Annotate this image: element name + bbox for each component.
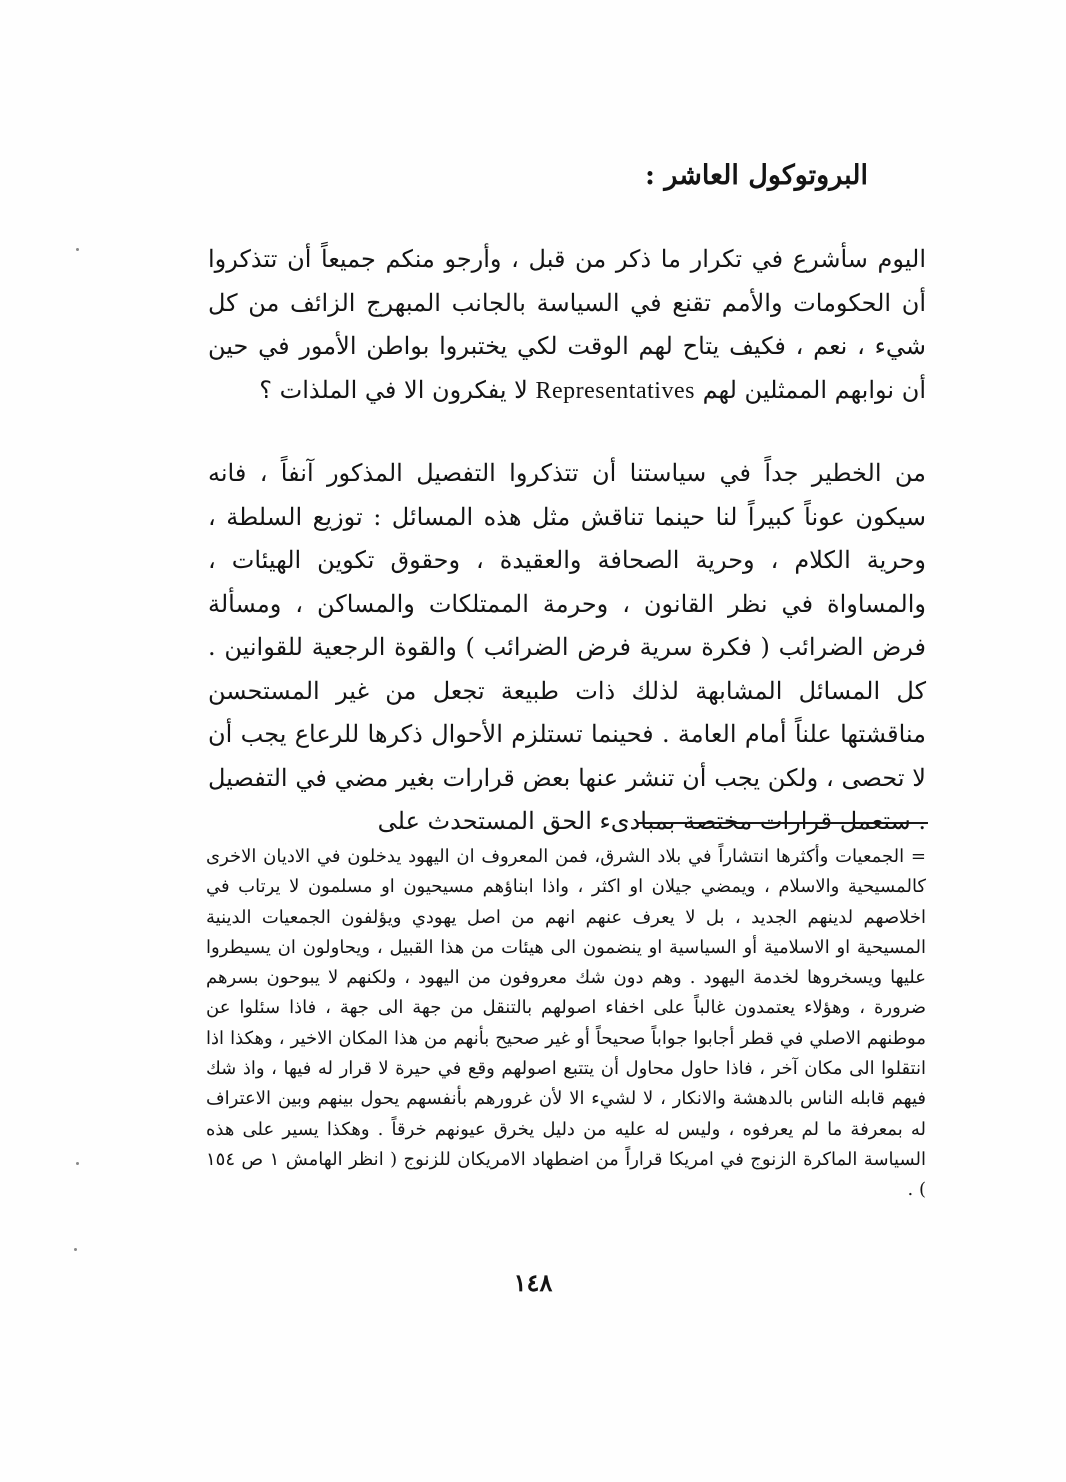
scan-speck	[74, 1248, 77, 1251]
paragraph-2: من الخطير جداً في سياستنا أن تتذكروا التفصيل المذكور آنفاً ، فانه سيكون عوناً كبيراً لنا حينما تناقش مثل هذه المسائل : توزيع السلطة ، وحرية الكلام ، وحرية الصحافة والعقيدة ، وحقوق تكوين الهيئات ، والمساواة في نظر القانون ، وحرمة الممتلكات والمساكن ، ومسألة فرض الضرائب ( فكرة سرية فرض الضرائب ) والقوة الرجعية للقوانين . كل المسائل المشابهة لذلك ذات طبيعة تجعل من غير المستحسن مناقشتها علناً أمام العامة . فحينما تستلزم الأحوال ذكرها للرعاع يجب أن لا تحصى ، ولكن يجب أن تنشر عنها بعض قرارات بغير مضي في التفصيل . ستعمل قرارات مختصة بمبادىء الحق المستحدث على	[208, 459, 926, 835]
scan-speck	[76, 248, 79, 251]
paragraph-1-ending: لا يفكرون الا في الملذات ؟	[259, 375, 528, 404]
paragraph-1	[208, 238, 926, 413]
paragraph-1-text: اليوم سأشرع في تكرار ما ذكر من قبل ، وأرجو منكم جميعاً أن تتذكروا أن الحكومات والأمم تقنع في السياسة بالجانب المبهرج الزائف من كل شيء ، نعم ، فكيف يتاح لهم الوقت لكي يختبروا بواطن الأمور في حين أن نوابهم الممثلين لهم	[208, 245, 927, 404]
latin-term: Representatives	[535, 377, 695, 404]
footnote-separator	[638, 822, 928, 824]
chapter-heading: البروتوكول العاشر :	[645, 160, 868, 191]
scan-speck	[76, 1162, 79, 1165]
footnote: = الجمعيات وأكثرها انتشاراً في بلاد الشرق، فمن المعروف ان اليهود يدخلون في الاديان الاخرى كالمسيحية والاسلام ، ويمضي جيلان او اكثر ، واذا ابناؤهم مسيحيون او مسلمون لا يرتاب في اخلاصهم لدينهم الجديد ، بل لا يعرف عنهم انهم من اصل يهودي ويؤلفون الجمعيات الدينية المسيحية او الاسلامية أو السياسية او ينضمون الى هيئات من هذا القبيل ، ويحاولون ان يسيطروا عليها ويسخروها لخدمة اليهود . وهم دون شك معروفون من اليهود ، ولكنهم لا يبوحون بسرهم ضرورة ، وهؤلاء يعتمدون غالباً على اخفاء اصولهم بالتنقل من جهة الى جهة ، فاذا سئلوا عن موطنهم الاصلي في قطر أجابوا جواباً صحيحاً أو غير صحيح بأنهم من هذا المكان الاخير ، وهكذا اذا انتقلوا الى مكان آخر ، فاذا حاول محاول أن يتتبع اصولهم وقع في حيرة لا قرار له فيها ، واذ شك فيهم قابله الناس بالدهشة والانكار ، لا لشيء الا لأن غرورهم بأنفسهم يحول بينهم وبين الاعتراف له بمعرفة ما لم يعرفوه ، وليس له عليه من دليل يخرق عيونهم خرقاً . وهكذا يسير على هذه السياسة الماكرة الزنوج في امريكا قراراً من اضطهاد الامريكان للزنوج ( انظر الهامش ١ ص ١٥٤ ) .	[206, 846, 926, 1201]
page-number: ١٤٨	[513, 1268, 553, 1297]
